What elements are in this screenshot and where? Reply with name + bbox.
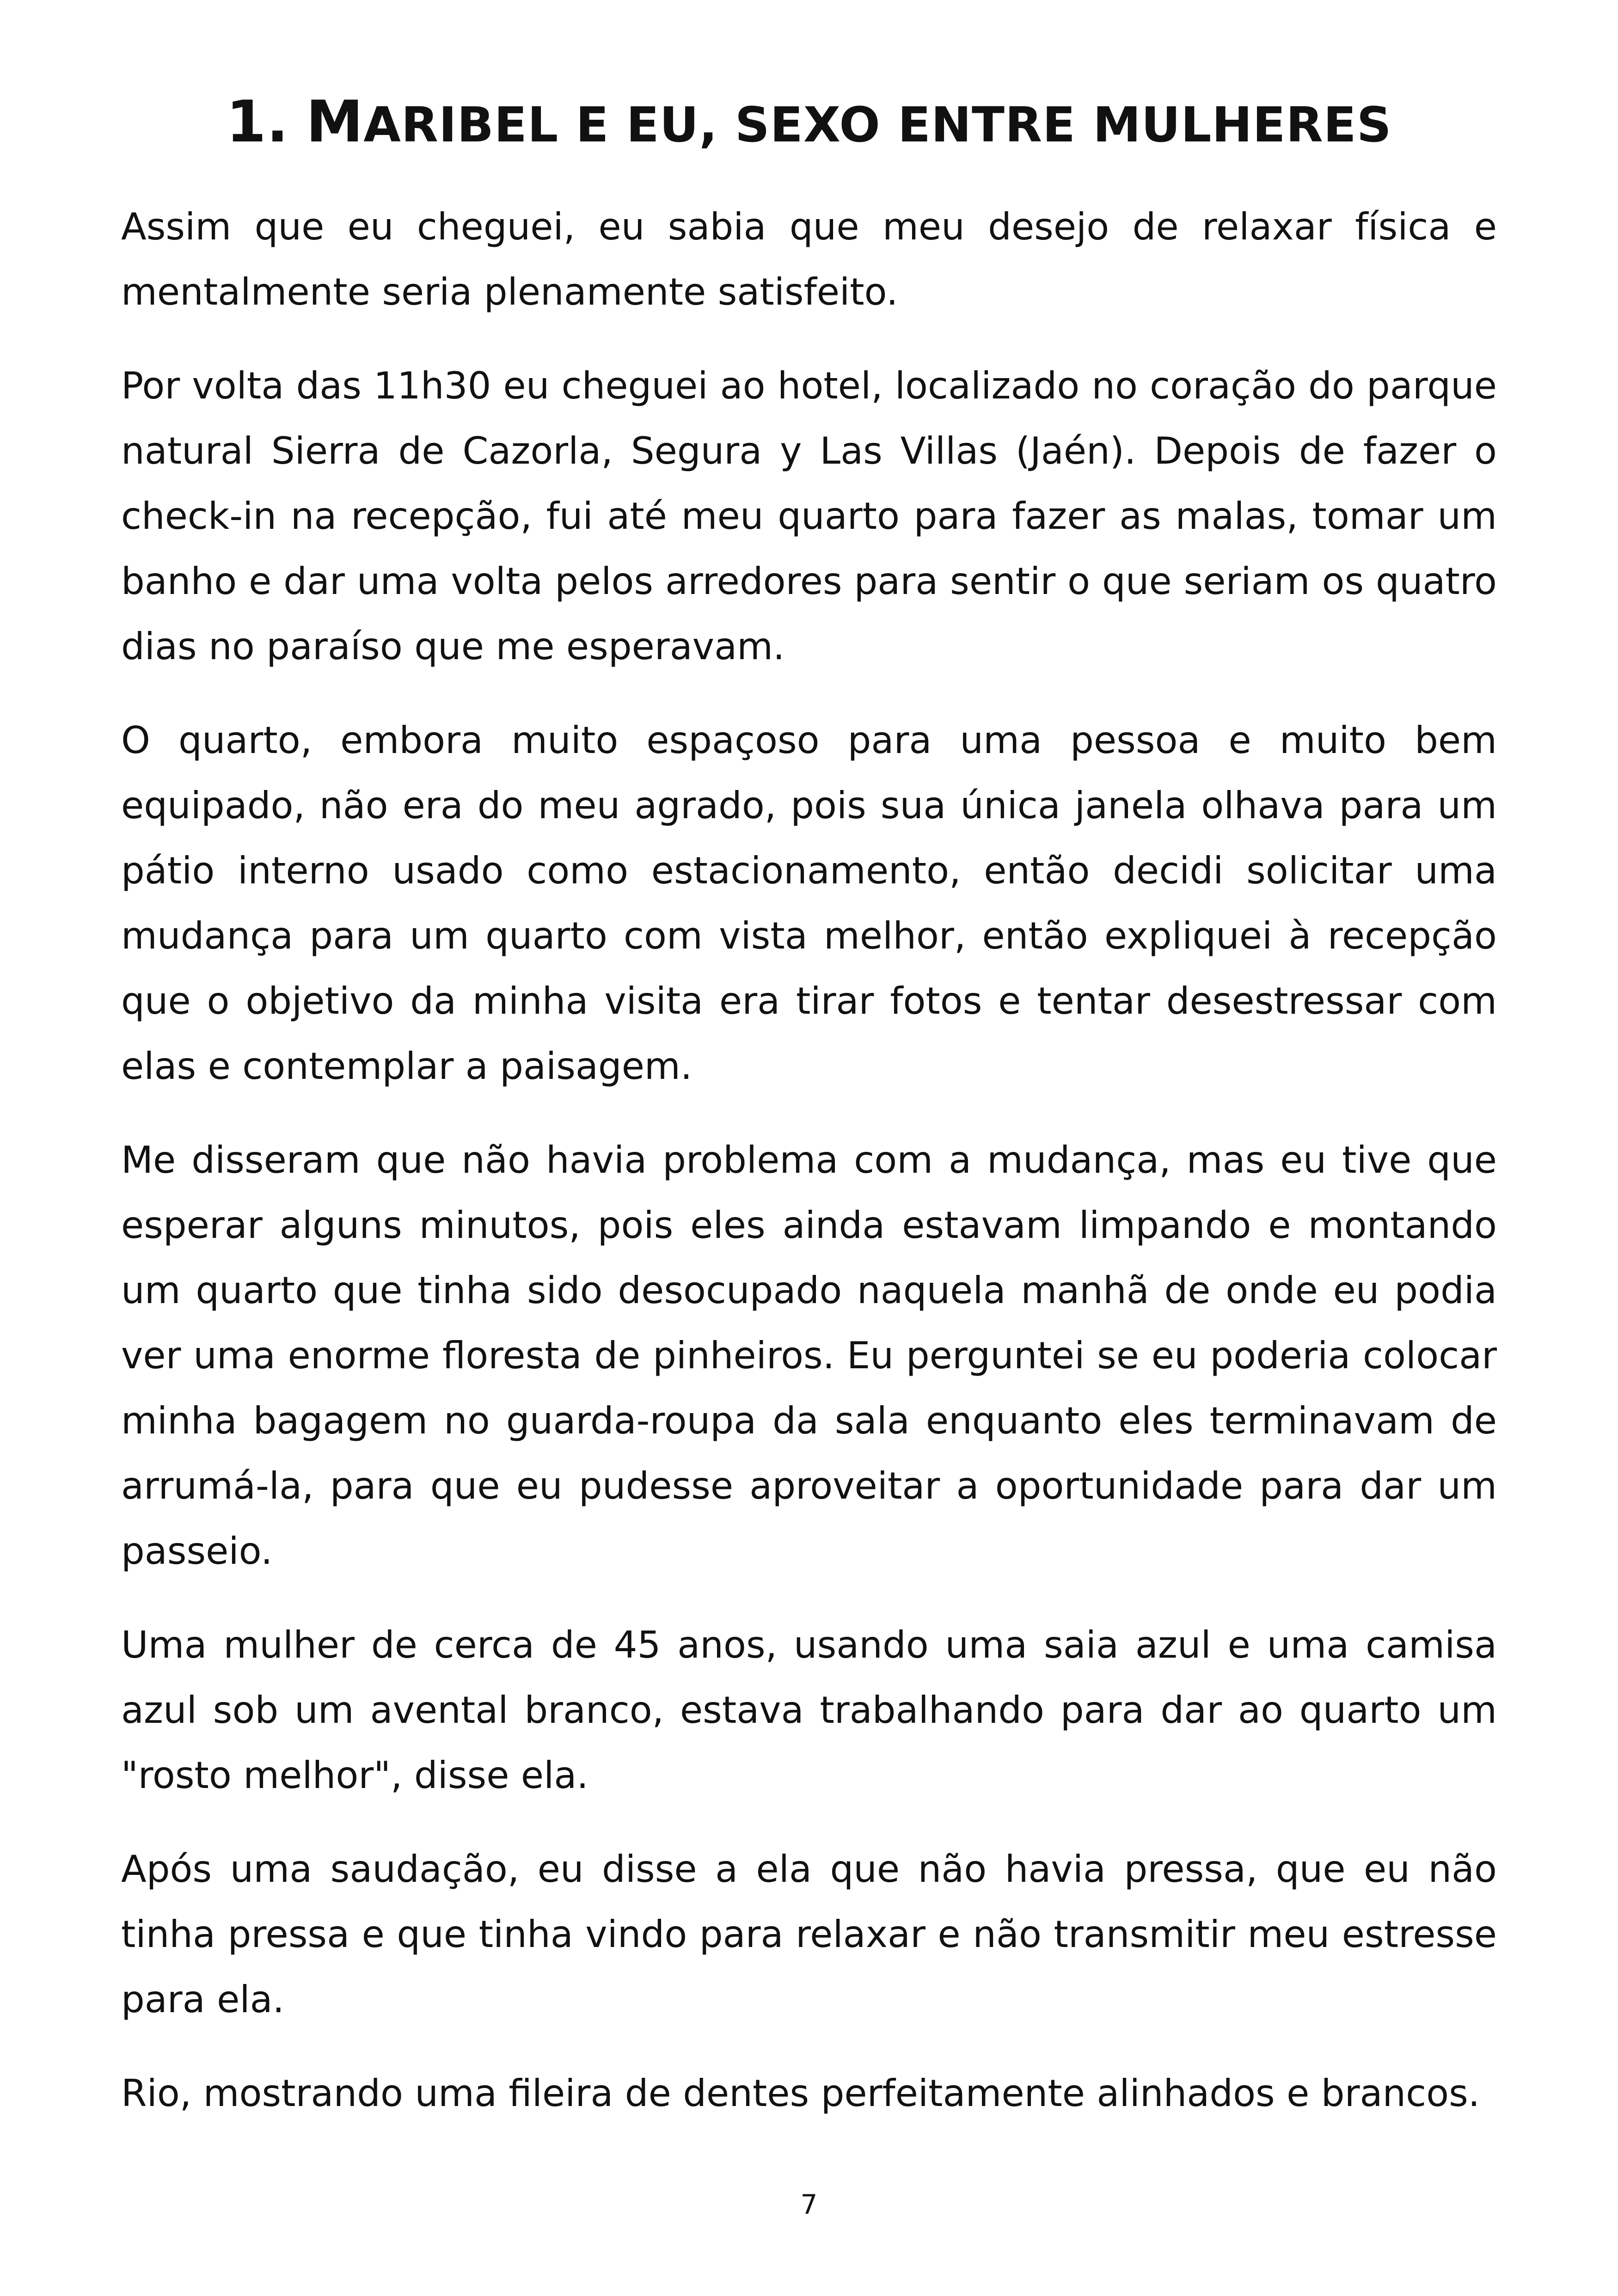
paragraph-7: Rio, mostrando uma fileira de dentes perfeitamente alinhados e brancos. (121, 2072, 1480, 2115)
page-number: 7 (800, 2189, 818, 2220)
paragraph-4: Me disseram que não havia problema com a mudança, mas eu tive que esperar alguns minutos, pois eles ainda estavam limpando e montando um quarto que tinha sido desocupado naquela manhã de onde eu podia ver uma enorme floresta de pinheiros. Eu perguntei se eu poderia colocar minha bagagem no guarda-roupa da sala enquanto eles terminavam de arrumá-la, para que eu pudesse aproveitar a oportunidade para dar um passeio. (121, 1139, 1497, 1573)
paragraph-1: Assim que eu cheguei, eu sabia que meu desejo de relaxar física e mentalmente seria plenamente satisfeito. (121, 205, 1497, 313)
paragraph-5: Uma mulher de cerca de 45 anos, usando uma saia azul e uma camisa azul sob um avental branco, estava trabalhando para dar ao quarto um "rosto melhor", disse ela. (121, 1623, 1497, 1797)
chapter-number: 1. (226, 89, 289, 155)
chapter-title (0, 88, 1618, 157)
paragraph-3: O quarto, embora muito espaçoso para uma pessoa e muito bem equipado, não era do meu agrado, pois sua única janela olhava para um pátio interno usado como estacionamento, então decidi solicitar uma mudança para um quarto com vista melhor, então expliquei à recepção que o objetivo da minha visita era tirar fotos e tentar desestressar com elas e contemplar a paisagem. (121, 719, 1497, 1088)
paragraph-6: Após uma saudação, eu disse a ela que não havia pressa, que eu não tinha pressa e que tinha vindo para relaxar e não transmitir meu estresse para ela. (121, 1848, 1497, 2021)
chapter-body (121, 194, 1497, 2126)
chapter-title-initial: M (306, 89, 364, 155)
chapter-title-text: ARIBEL E EU, SEXO ENTRE MULHERES (363, 97, 1392, 153)
paragraph-2: Por volta das 11h30 eu cheguei ao hotel, localizado no coração do parque natural Sierra de Cazorla, Segura y Las Villas (Jaén). Depois de fazer o check-in na recepção, fui até meu quarto para fazer as malas, tomar um banho e dar uma volta pelos arredores para sentir o que seriam os quatro dias no paraíso que me esperavam. (121, 364, 1497, 668)
